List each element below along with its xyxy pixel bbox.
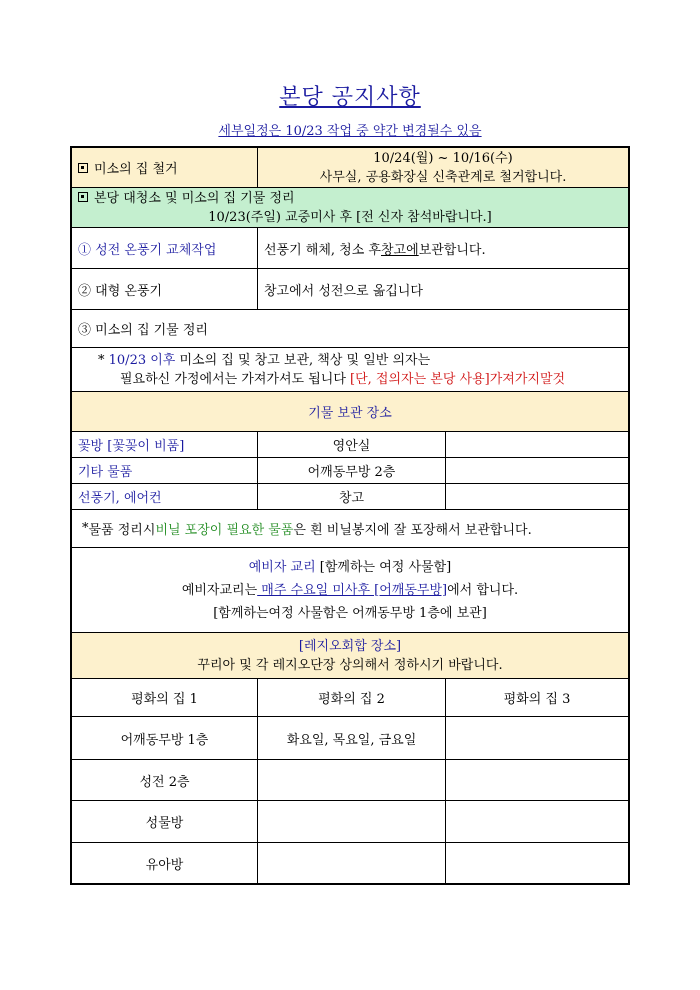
checkbox-square-icon: [78, 163, 88, 173]
task-desc: [258, 228, 628, 268]
legio-title: [레지오회합 장소]: [298, 638, 402, 654]
task-label: ① 성전 온풍기 교체작업: [72, 228, 258, 268]
task-row: [72, 228, 628, 269]
catechumen-cell: [72, 548, 628, 632]
catechumen-title: [249, 558, 452, 577]
note-text: 미소의 집 및 창고 보관, 책상 및 일반 의자는: [175, 352, 431, 368]
legio-row: [72, 801, 628, 843]
bullet: *: [98, 352, 105, 368]
catechumen-text: 에서 합니다.: [447, 582, 519, 598]
notice-table: [70, 146, 630, 885]
legio-row: [72, 843, 628, 883]
legio-column-header: 평화의 집 1: [72, 679, 258, 716]
legio-cell: [446, 843, 628, 883]
catechumen-text: 예비자교리는: [181, 582, 258, 598]
storage-place: 창고: [258, 484, 446, 509]
note-furniture-line1: [98, 351, 430, 370]
storage-extra: [446, 432, 628, 457]
checkbox-square-icon: [78, 192, 88, 202]
legio-cell: 성전 2층: [72, 760, 258, 800]
section-demolition: [72, 148, 628, 188]
legio-desc: 꾸리아 및 각 레지오단장 상의해서 정하시기 바랍니다.: [197, 657, 503, 673]
note-text: 필요하신 가정에서는 가져가셔도 됩니다: [120, 371, 351, 387]
note-furniture: [72, 348, 628, 392]
note-text: 물품 정리시: [88, 523, 156, 538]
storage-item: 꽃방 [꽃꽂이 비품]: [72, 432, 258, 457]
cleanup-cell: [72, 188, 628, 227]
legio-header: [72, 633, 628, 679]
storage-extra: [446, 484, 628, 509]
legio-row: [72, 717, 628, 760]
demolition-desc: 사무실, 공용화장실 신축관계로 철거합니다.: [319, 169, 567, 185]
legio-cell: [446, 801, 628, 842]
legio-header-cell: [72, 633, 628, 678]
storage-place: 어깨동무방 2층: [258, 458, 446, 483]
demolition-label-cell: [72, 148, 258, 187]
legio-cell: [446, 717, 628, 759]
legio-cell: 성물방: [72, 801, 258, 842]
storage-place: 영안실: [258, 432, 446, 457]
demolition-info-cell: [258, 148, 628, 187]
page-title: 본당 공지사항: [279, 85, 421, 110]
section-cleanup: [72, 188, 628, 228]
cleanup-line1: [78, 189, 295, 208]
legio-cell: 유아방: [72, 843, 258, 883]
task-row: [72, 310, 628, 348]
note-furniture-line2: [98, 370, 565, 389]
legio-cell: [446, 760, 628, 800]
legio-cell: 화요일, 목요일, 금요일: [258, 717, 446, 759]
note-date: 10/23 이후: [108, 352, 176, 368]
storage-item: 선풍기, 에어컨: [72, 484, 258, 509]
storage-row: [72, 484, 628, 510]
note-packaging: [72, 510, 628, 548]
legio-columns: [72, 679, 628, 717]
catechumen-time: 매주 수요일 미사후 [어깨동무방]: [257, 582, 448, 598]
legio-row: [72, 760, 628, 801]
note-furniture-cell: [72, 348, 628, 391]
page-subtitle: 세부일정은 10/23 작업 중 약간 변경될수 있음: [218, 124, 482, 139]
legio-cell: 어깨동무방 1층: [72, 717, 258, 759]
task-desc: 창고에서 성전으로 옮깁니다: [264, 283, 423, 299]
note-highlight: 비닐 포장이 필요한 물품: [155, 523, 294, 538]
cleanup-title: 본당 대청소 및 미소의 집 기물 정리: [94, 190, 295, 206]
task-label: ② 대형 온풍기: [72, 269, 258, 309]
storage-row: [72, 458, 628, 484]
task-desc-underlined: 창고에: [381, 242, 419, 258]
note-text: 은 흰 비닐봉지에 잘 포장해서 보관합니다.: [293, 523, 532, 538]
section-catechumen: [72, 548, 628, 633]
task-desc-text: 선풍기 해체, 청소 후: [264, 242, 381, 258]
legio-cell: [258, 843, 446, 883]
legio-cell: [258, 760, 446, 800]
legio-column-header: 평화의 집 2: [258, 679, 446, 716]
note-packaging-cell: [72, 510, 628, 547]
storage-extra: [446, 458, 628, 483]
demolition-label: 미소의 집 철거: [94, 162, 178, 177]
catechumen-title-blue: 예비자 교리: [248, 559, 316, 575]
demolition-date: 10/24(월) ~ 10/16(수): [373, 150, 513, 166]
note-warning: [단, 접의자는 본당 사용]가져가지말것: [350, 371, 566, 387]
task-row: [72, 269, 628, 310]
bullet: *: [82, 521, 89, 536]
cleanup-line2: 10/23(주일) 교중미사 후 [전 신자 참석바랍니다.]: [208, 209, 492, 225]
task-label: ③ 미소의 집 기물 정리: [78, 323, 208, 338]
catechumen-locker: [함께하는여정 사물함은 어깨동무방 1층에 보관]: [213, 605, 487, 621]
storage-header-label: 기물 보관 장소: [308, 406, 392, 421]
storage-item: 기타 물품: [72, 458, 258, 483]
legio-cell: [258, 801, 446, 842]
legio-column-header: 평화의 집 3: [503, 692, 571, 707]
catechumen-title-rest: [함께하는 여정 사물함]: [315, 559, 452, 575]
task-desc-text-end: 보관합니다.: [418, 242, 486, 258]
storage-header: [72, 392, 628, 432]
storage-row: [72, 432, 628, 458]
catechumen-schedule: [182, 581, 518, 600]
